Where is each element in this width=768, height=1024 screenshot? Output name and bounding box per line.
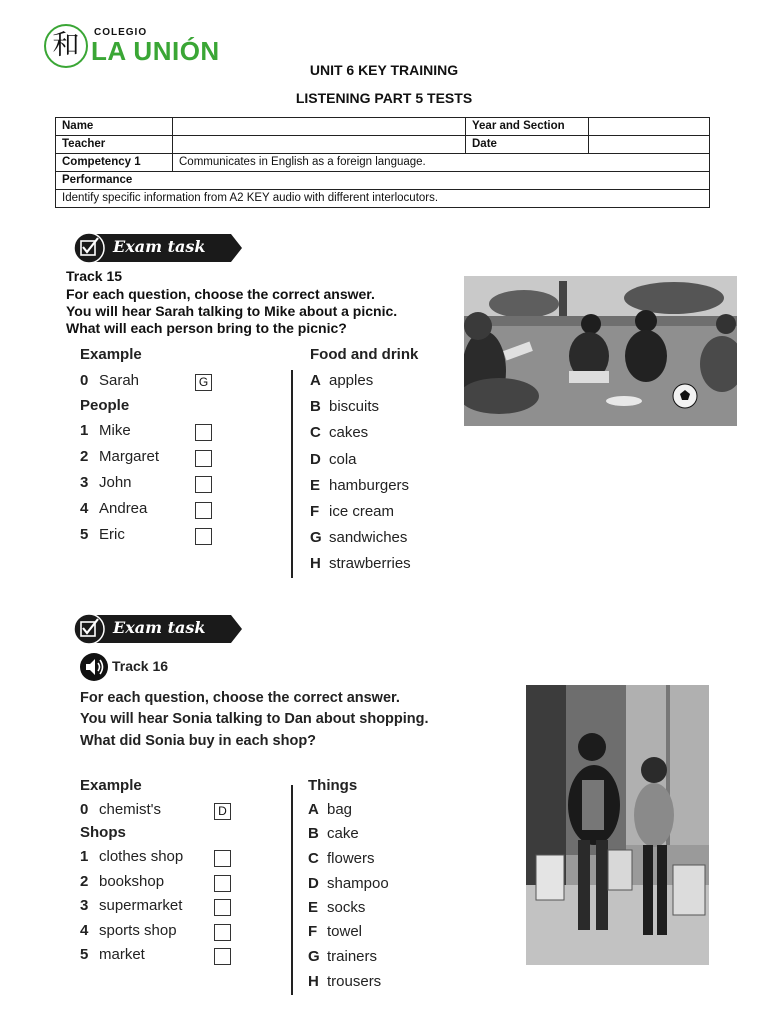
option-text: trousers <box>327 973 382 990</box>
option-text: cake <box>327 825 359 842</box>
option-item <box>308 850 375 867</box>
option-item <box>310 372 373 389</box>
option-item <box>308 948 377 965</box>
item-number: 1 <box>80 422 89 439</box>
example-row <box>80 372 139 389</box>
item-name: supermarket <box>99 897 183 914</box>
instruction-line: You will hear Sarah talking to Mike about a picnic. <box>66 303 398 319</box>
answer-box[interactable] <box>214 899 231 916</box>
option-letter: D <box>310 451 321 468</box>
item-name: Andrea <box>99 500 148 517</box>
option-item <box>310 424 368 441</box>
option-item <box>310 555 411 572</box>
option-text: ice cream <box>329 503 395 520</box>
example-name: Sarah <box>99 372 140 389</box>
track-label: Track 15 <box>66 268 123 284</box>
example-answer-box: G <box>195 374 212 391</box>
exam-task-banner <box>73 232 243 264</box>
option-item <box>308 825 359 842</box>
option-text: trainers <box>327 948 378 965</box>
option-item <box>310 451 357 468</box>
answer-box[interactable] <box>214 850 231 867</box>
page-title: UNIT 6 KEY TRAINING <box>309 62 459 78</box>
logo-glyph: 和 <box>52 30 80 61</box>
answer-box[interactable] <box>214 875 231 892</box>
competency-label: Competency 1 <box>56 154 173 172</box>
list-item <box>80 897 182 914</box>
option-text: towel <box>327 923 363 940</box>
option-letter: F <box>308 923 318 940</box>
name-label: Name <box>56 118 173 136</box>
option-letter: H <box>308 973 319 990</box>
option-text: sandwiches <box>329 529 408 546</box>
item-name: sports shop <box>99 922 177 939</box>
item-number: 1 <box>80 848 89 865</box>
item-name: Mike <box>99 422 131 439</box>
info-table <box>55 117 710 208</box>
option-letter: C <box>308 850 319 867</box>
example-heading: Example <box>80 777 142 794</box>
item-name: clothes shop <box>99 848 184 865</box>
option-item <box>308 875 389 892</box>
option-text: hamburgers <box>329 477 410 494</box>
column-divider <box>291 785 293 995</box>
year-section-label: Year and Section <box>466 118 589 136</box>
answer-box[interactable] <box>214 948 231 965</box>
year-section-field[interactable] <box>589 118 710 136</box>
list-item <box>80 526 125 543</box>
list-item <box>80 500 147 517</box>
list-item <box>80 422 131 439</box>
option-text: cakes <box>329 424 369 441</box>
school-name: LA UNIÓN <box>91 36 220 66</box>
option-letter: B <box>310 398 321 415</box>
option-letter: F <box>310 503 320 520</box>
item-number: 5 <box>80 946 89 963</box>
instruction-line: What did Sonia buy in each shop? <box>80 733 317 749</box>
option-letter: C <box>310 424 321 441</box>
list-item <box>80 448 159 465</box>
option-letter: G <box>308 948 320 965</box>
option-letter: G <box>310 529 322 546</box>
shops-heading: Shops <box>80 824 126 841</box>
instruction-line: What will each person bring to the picnic? <box>66 320 347 336</box>
performance-label: Performance <box>56 172 710 190</box>
item-name: market <box>99 946 145 963</box>
shopping-photo <box>526 685 709 965</box>
option-item <box>310 477 409 494</box>
example-number: 0 <box>80 801 89 818</box>
teacher-field[interactable] <box>173 136 466 154</box>
date-label: Date <box>466 136 589 154</box>
list-item <box>80 873 164 890</box>
things-heading: Things <box>308 777 358 794</box>
option-letter: H <box>310 555 321 572</box>
picnic-photo <box>464 276 737 426</box>
option-letter: B <box>308 825 319 842</box>
answer-box[interactable] <box>195 502 212 519</box>
name-field[interactable] <box>173 118 466 136</box>
item-number: 5 <box>80 526 89 543</box>
example-answer-box: D <box>214 803 231 820</box>
food-drink-heading: Food and drink <box>310 346 419 363</box>
example-number: 0 <box>80 372 89 389</box>
item-name: John <box>99 474 132 491</box>
item-number: 4 <box>80 500 89 517</box>
option-letter: A <box>310 372 321 389</box>
option-item <box>308 923 362 940</box>
column-divider <box>291 370 293 578</box>
option-item <box>310 529 407 546</box>
example-heading: Example <box>80 346 142 363</box>
school-label-small: COLEGIO <box>94 27 148 38</box>
option-item <box>308 899 365 916</box>
option-letter: A <box>308 801 319 818</box>
answer-box[interactable] <box>195 528 212 545</box>
option-text: socks <box>327 899 366 916</box>
answer-box[interactable] <box>195 450 212 467</box>
list-item <box>80 922 177 939</box>
teacher-label: Teacher <box>56 136 173 154</box>
speaker-icon[interactable] <box>80 653 108 681</box>
exam-task-banner <box>73 613 243 645</box>
option-item <box>308 801 352 818</box>
people-heading: People <box>80 397 130 414</box>
option-letter: E <box>308 899 319 916</box>
banner-label: Exam task <box>113 237 206 256</box>
option-letter: D <box>308 875 319 892</box>
list-item <box>80 848 183 865</box>
item-number: 3 <box>80 897 89 914</box>
instruction-line: For each question, choose the correct answer. <box>80 690 400 706</box>
option-text: strawberries <box>329 555 411 572</box>
item-number: 3 <box>80 474 89 491</box>
example-name: chemist's <box>99 801 162 818</box>
competency-value: Communicates in English as a foreign language. <box>173 154 710 172</box>
option-text: biscuits <box>329 398 380 415</box>
option-letter: E <box>310 477 321 494</box>
option-text: cola <box>329 451 357 468</box>
performance-value: Identify specific information from A2 KEY audio with different interlocutors. <box>56 190 710 208</box>
answer-box[interactable] <box>195 424 212 441</box>
option-item <box>310 398 379 415</box>
item-number: 2 <box>80 873 89 890</box>
list-item <box>80 946 145 963</box>
option-text: flowers <box>327 850 375 867</box>
date-field[interactable] <box>589 136 710 154</box>
item-number: 2 <box>80 448 89 465</box>
option-text: shampoo <box>327 875 389 892</box>
item-name: bookshop <box>99 873 165 890</box>
instruction-line: For each question, choose the correct answer. <box>66 286 375 302</box>
banner-label: Exam task <box>113 618 206 637</box>
answer-box[interactable] <box>214 924 231 941</box>
item-name: Margaret <box>99 448 160 465</box>
page-subtitle: LISTENING PART 5 TESTS <box>295 90 473 106</box>
option-item <box>310 503 394 520</box>
track-label: Track 16 <box>112 658 169 674</box>
item-number: 4 <box>80 922 89 939</box>
option-text: bag <box>327 801 353 818</box>
example-row <box>80 801 161 818</box>
option-item <box>308 973 381 990</box>
list-item <box>80 474 132 491</box>
instruction-line: You will hear Sonia talking to Dan about shopping. <box>80 711 429 727</box>
item-name: Eric <box>99 526 125 543</box>
option-text: apples <box>329 372 374 389</box>
answer-box[interactable] <box>195 476 212 493</box>
